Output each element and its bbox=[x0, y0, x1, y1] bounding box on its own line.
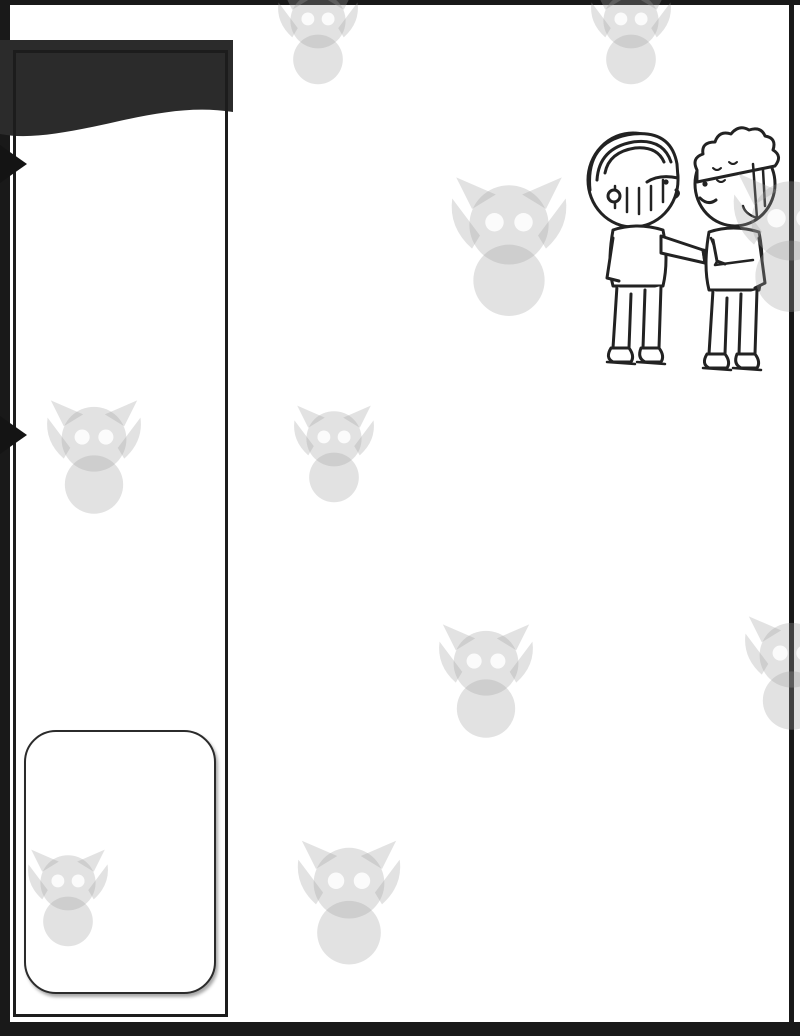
owl-logo-watermark-icon bbox=[272, 0, 364, 87]
owl-logo-watermark-icon bbox=[432, 620, 540, 741]
sharing-illustration bbox=[567, 118, 793, 386]
owl-logo-watermark-icon bbox=[290, 836, 408, 968]
page-border-top bbox=[0, 0, 800, 5]
page-border-bottom bbox=[0, 1022, 800, 1036]
owl-logo-watermark-icon bbox=[288, 402, 380, 505]
owl-logo-watermark-icon bbox=[585, 0, 677, 87]
article-body bbox=[237, 116, 793, 386]
key-details-answer-box[interactable] bbox=[24, 730, 216, 994]
